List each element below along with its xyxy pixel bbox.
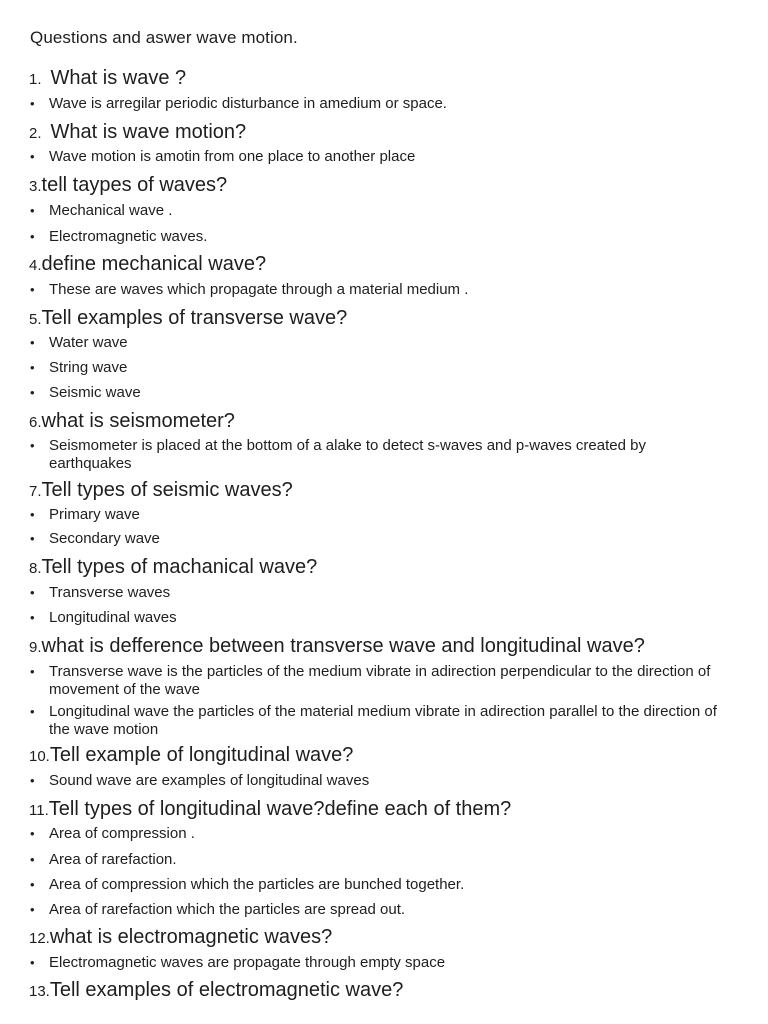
question-text: what is seismometer? [41, 410, 235, 432]
answer-bullet [30, 334, 730, 352]
bullet-icon: • [30, 149, 35, 164]
answer-text: String wave [49, 359, 128, 376]
question-text: Tell examples of electromagnetic wave? [49, 979, 404, 1001]
answer-bullet [30, 851, 730, 869]
answer-text: These are waves which propagate through a material medium . [49, 281, 469, 298]
answer-bullet [30, 584, 730, 602]
answer-bullet [30, 506, 730, 524]
question-number: 1. [29, 71, 42, 88]
bullet-icon: • [30, 96, 35, 111]
answer-bullet [30, 703, 730, 739]
question-number: 7. [29, 483, 42, 500]
question-5 [29, 306, 347, 332]
question-number: 9. [29, 639, 42, 656]
answer-text: Area of rarefaction which the particles are spread out. [49, 901, 406, 918]
question-7 [29, 478, 293, 504]
question-text: Tell types of machanical wave? [41, 556, 318, 578]
question-2 [29, 120, 246, 146]
answer-bullet [30, 202, 730, 220]
answer-bullet [30, 954, 730, 972]
bullet-icon: • [30, 773, 35, 788]
bullet-icon: • [30, 531, 35, 546]
question-text: what is defference between transverse wave and longitudinal wave? [41, 635, 645, 657]
question-number: 12. [29, 930, 50, 947]
answer-bullet [30, 95, 730, 113]
answer-bullet [30, 228, 730, 246]
question-number: 5. [29, 311, 42, 328]
question-text: What is wave motion? [50, 121, 247, 143]
answer-bullet [30, 876, 730, 894]
answer-text: Wave motion is amotin from one place to another place [49, 148, 416, 165]
bullet-icon: • [30, 203, 35, 218]
question-text: Tell types of longitudinal wave?define each of them? [48, 798, 512, 820]
answer-bullet [30, 901, 730, 919]
question-1 [29, 66, 186, 92]
answer-bullet [30, 663, 730, 699]
question-number: 6. [29, 414, 42, 431]
question-6 [29, 409, 235, 435]
answer-bullet [30, 437, 730, 473]
bullet-icon: • [30, 507, 35, 522]
question-text: tell taypes of waves? [41, 174, 228, 196]
answer-text: Wave is arregilar periodic disturbance in amedium or space. [49, 95, 447, 112]
answer-bullet [30, 609, 730, 627]
bullet-icon: • [30, 385, 35, 400]
answer-text: Area of rarefaction. [49, 851, 177, 868]
answer-text: Water wave [49, 334, 128, 351]
answer-bullet [30, 281, 730, 299]
answer-text: Electromagnetic waves are propagate through empty space [49, 954, 446, 971]
bullet-icon: • [30, 585, 35, 600]
answer-text: Area of compression which the particles are bunched together. [49, 876, 465, 893]
bullet-icon: • [30, 282, 35, 297]
question-10 [29, 743, 353, 769]
answer-text: Area of compression . [49, 825, 195, 842]
question-text: define mechanical wave? [41, 253, 267, 275]
answer-text: Primary wave [49, 506, 140, 523]
answer-bullet [30, 384, 730, 402]
answer-text: Sound wave are examples of longitudinal waves [49, 772, 370, 789]
question-number: 8. [29, 560, 42, 577]
bullet-icon: • [30, 664, 35, 679]
bullet-icon: • [30, 877, 35, 892]
bullet-icon: • [30, 360, 35, 375]
answer-bullet [30, 825, 730, 843]
answer-text: Transverse waves [49, 584, 171, 601]
question-12 [29, 925, 332, 951]
question-text: what is electromagnetic waves? [49, 926, 333, 948]
answer-bullet [30, 148, 730, 166]
question-8 [29, 555, 317, 581]
question-number: 3. [29, 178, 42, 195]
bullet-icon: • [30, 955, 35, 970]
answer-text: Electromagnetic waves. [49, 228, 208, 245]
question-number: 4. [29, 257, 42, 274]
answer-text: Mechanical wave . [49, 202, 173, 219]
question-13 [29, 978, 403, 1004]
answer-text: Secondary wave [49, 530, 160, 547]
question-9 [29, 634, 645, 660]
question-text: Tell example of longitudinal wave? [49, 744, 354, 766]
question-text: Tell types of seismic waves? [41, 479, 293, 501]
question-number: 2. [29, 125, 42, 142]
question-text: Tell examples of transverse wave? [41, 307, 348, 329]
answer-bullet [30, 772, 730, 790]
answer-text: Seismic wave [49, 384, 141, 401]
bullet-icon: • [30, 902, 35, 917]
bullet-icon: • [30, 335, 35, 350]
answer-text: Longitudinal waves [49, 609, 177, 626]
question-number: 11. [29, 802, 49, 819]
question-text: What is wave ? [50, 67, 187, 89]
bullet-icon: • [30, 704, 35, 719]
bullet-icon: • [30, 826, 35, 841]
answer-text: Transverse wave is the particles of the medium vibrate in adirection perpendicular to the direction of movement of the wave [49, 663, 711, 698]
answer-bullet [30, 359, 730, 377]
answer-text: Seismometer is placed at the bottom of a alake to detect s-waves and p-waves created by earthquakes [49, 437, 646, 472]
bullet-icon: • [30, 229, 35, 244]
bullet-icon: • [30, 438, 35, 453]
question-11 [29, 797, 511, 823]
bullet-icon: • [30, 610, 35, 625]
question-number: 13. [29, 983, 50, 1000]
bullet-icon: • [30, 852, 35, 867]
question-number: 10. [29, 748, 50, 765]
question-4 [29, 252, 266, 278]
document-title: Questions and aswer wave motion. [30, 28, 298, 47]
question-3 [29, 173, 227, 199]
answer-text: Longitudinal wave the particles of the material medium vibrate in adirection parallel to the direction of the wave motion [49, 703, 717, 738]
answer-bullet [30, 530, 730, 548]
